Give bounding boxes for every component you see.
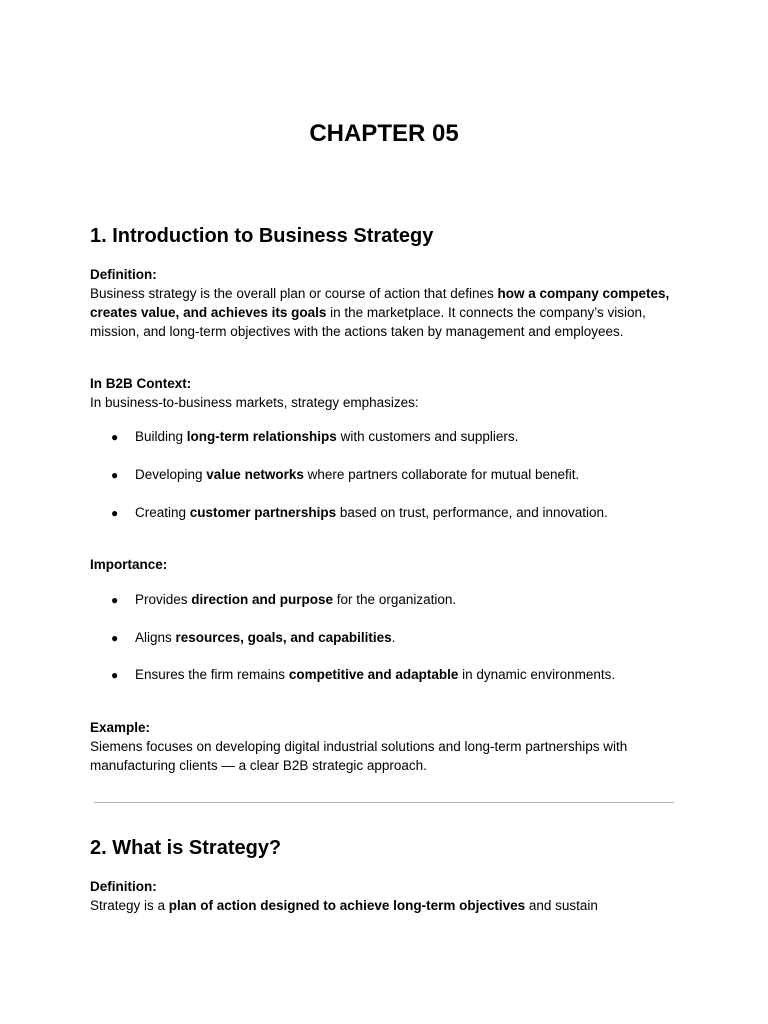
bullet-icon: ● (111, 506, 119, 520)
bullet-icon: ● (111, 593, 119, 607)
section-heading-what-is-strategy: 2. What is Strategy? (90, 837, 282, 859)
definition-paragraph: Strategy is a plan of action designed to achieve long-term objectives and sustain (90, 898, 598, 913)
example-label: Example: (90, 720, 151, 735)
definition-text-part1: Business strategy is the overall plan or course of action that defines (90, 286, 498, 301)
definition-label: Definition: (90, 267, 157, 282)
list-item: ● Building long-term relationships with customers and suppliers. (111, 427, 681, 447)
b2b-context-label: In B2B Context: (90, 376, 192, 391)
list-item: ● Provides direction and purpose for the organization. (111, 590, 681, 610)
definition-text-part2: in the marketplace. It connects the company’s vision, mission, and long-term objectives with the actions taken by management and employees. (90, 305, 646, 339)
b2b-intro-text: In business-to-business markets, strategy emphasizes: (90, 395, 419, 410)
list-item: ● Creating customer partnerships based on trust, performance, and innovation. (111, 503, 681, 523)
example-paragraph: Siemens focuses on developing digital industrial solutions and long-term partnerships with manufacturing clients — a clear B2B strategic approach. (90, 739, 628, 773)
bullet-icon: ● (111, 668, 119, 682)
section-heading-introduction: 1. Introduction to Business Strategy (90, 225, 434, 247)
definition-paragraph (90, 284, 680, 341)
section-divider (94, 802, 674, 803)
bullet-icon: ● (111, 430, 119, 444)
bullet-icon: ● (111, 631, 119, 645)
importance-label: Importance: (90, 557, 168, 572)
definition-label: Definition: (90, 879, 157, 894)
list-item: ● Ensures the firm remains competitive and adaptable in dynamic environments. (111, 665, 681, 685)
list-item: ● Developing value networks where partners collaborate for mutual benefit. (111, 465, 681, 485)
list-item: ● Aligns resources, goals, and capabilities. (111, 628, 681, 648)
bullet-icon: ● (111, 468, 119, 482)
definition-text-bold: how a company competes, creates value, and achieves its goals (90, 286, 670, 320)
chapter-title: CHAPTER 05 (309, 120, 459, 147)
